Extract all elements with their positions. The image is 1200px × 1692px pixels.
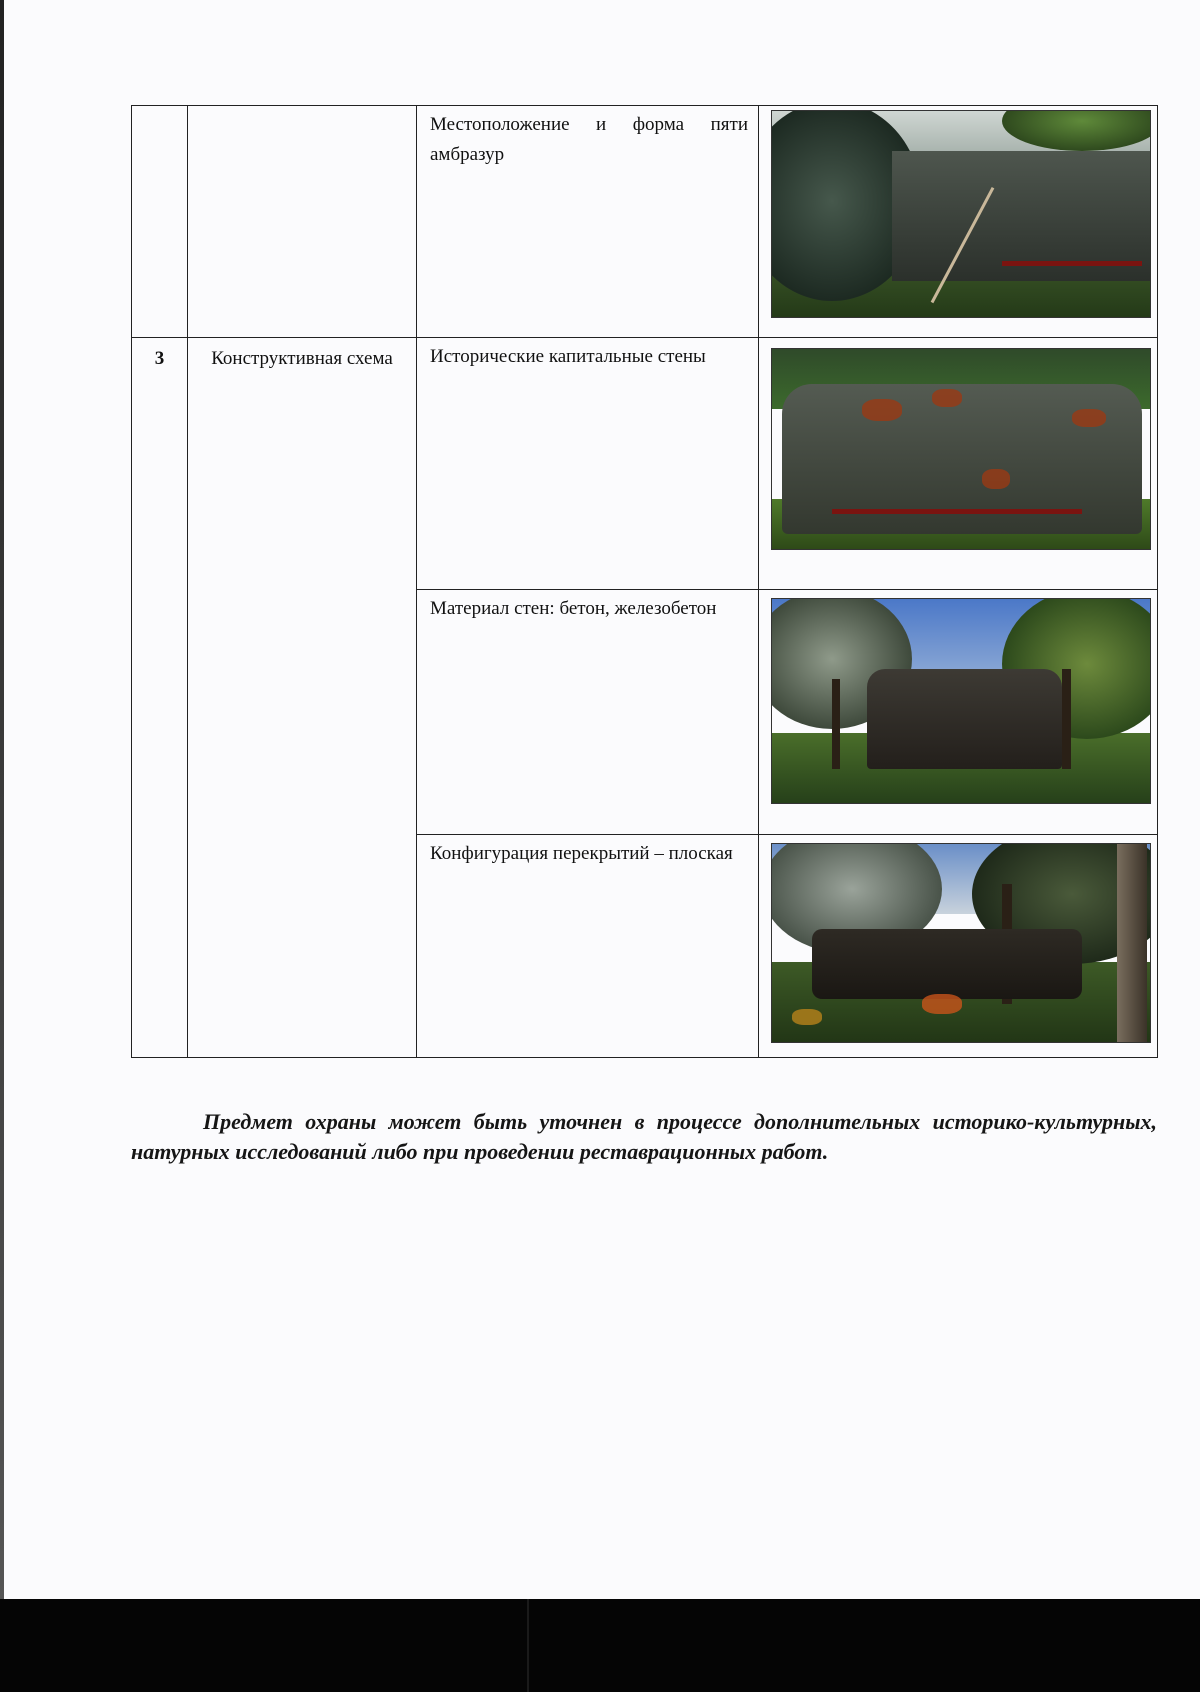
photo-cell	[759, 106, 1158, 338]
scan-bottom-band	[0, 1599, 1200, 1692]
bunker-flat-roof-photo	[771, 843, 1151, 1043]
description-cell: Местоположение и форма пяти амбразур	[417, 106, 759, 338]
closing-note: Предмет охраны может быть уточнен в процессе дополнительных историко-культурных, натурных исследований либо при проведении реставрационных работ.	[131, 1109, 1157, 1164]
description-cell: Материал стен: бетон, железобетон	[417, 590, 759, 835]
description-cell: Исторические капитальные стены	[417, 338, 759, 590]
table-row	[132, 338, 1158, 590]
photo-cell	[759, 835, 1158, 1058]
bunker-capital-walls-photo	[771, 348, 1151, 550]
scan-left-edge	[0, 0, 4, 1600]
photo-cell	[759, 590, 1158, 835]
section-cell: Конструктивная схема	[188, 338, 417, 1058]
row-number-cell	[132, 106, 188, 338]
row-number-cell: 3	[132, 338, 188, 1058]
protection-subject-table	[131, 105, 1158, 1058]
table-row	[132, 106, 1158, 338]
bunker-embrasures-photo	[771, 110, 1151, 318]
section-cell	[188, 106, 417, 338]
bunker-wall-material-photo	[771, 598, 1151, 804]
description-cell: Конфигурация перекрытий – плоская	[417, 835, 759, 1058]
photo-cell	[759, 338, 1158, 590]
